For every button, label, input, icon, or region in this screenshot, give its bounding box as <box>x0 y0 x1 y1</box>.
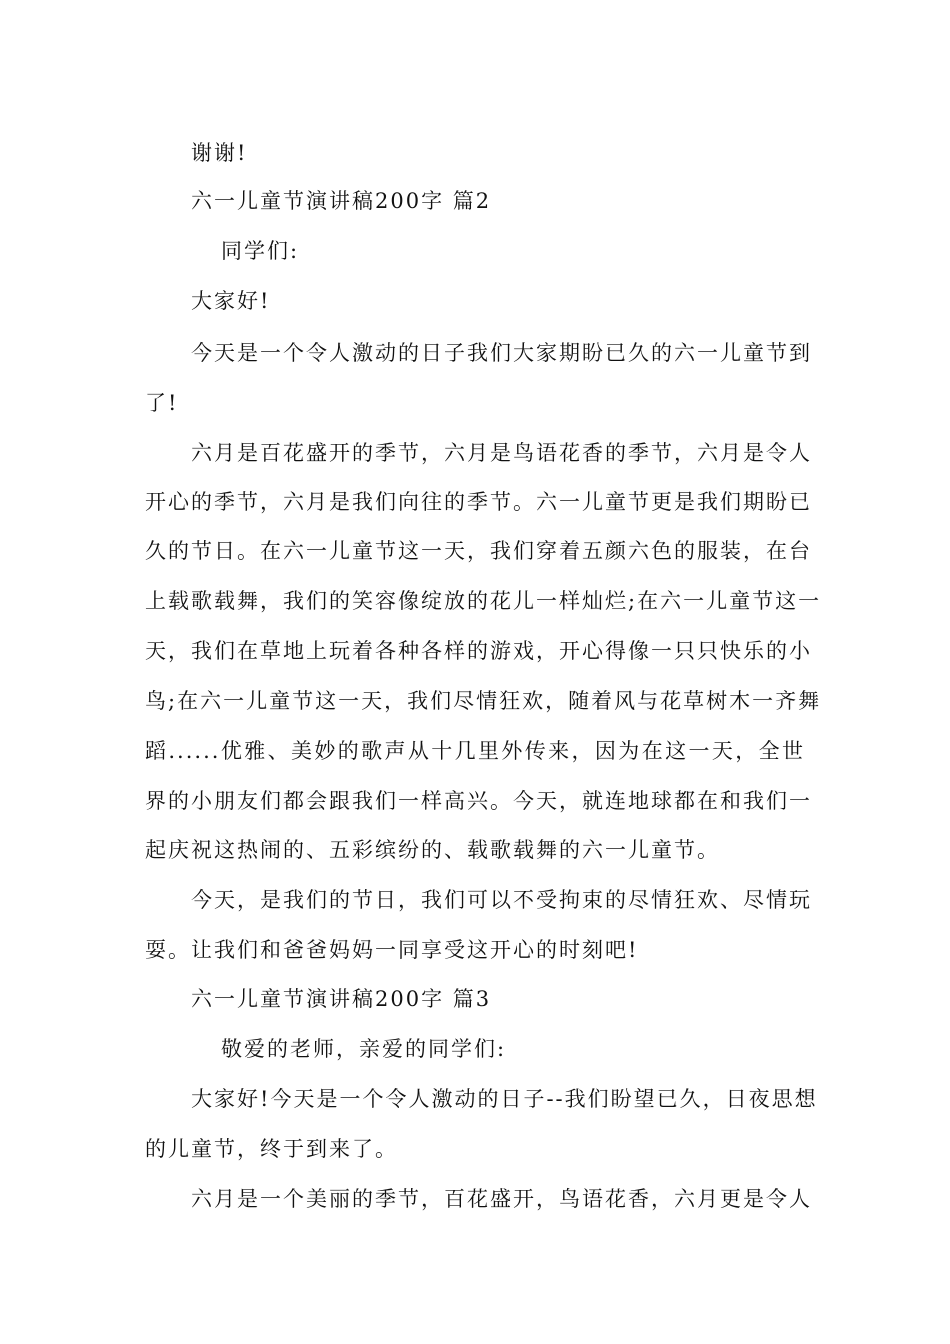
salutation: 同学们: <box>221 239 300 263</box>
paragraph-line: 开心的季节，六月是我们向往的季节。六一儿童节更是我们期盼已 <box>145 490 812 514</box>
paragraph-line: 了! <box>145 391 179 415</box>
greeting: 大家好! <box>191 289 271 313</box>
paragraph-line: 蹈......优雅、美妙的歌声从十几里外传来，因为在这一天，全世 <box>145 739 805 763</box>
paragraph-line: 起庆祝这热闹的、五彩缤纷的、载歌载舞的六一儿童节。 <box>145 838 720 862</box>
paragraph-line: 界的小朋友们都会跟我们一样高兴。今天，就连地球都在和我们一 <box>145 789 812 813</box>
paragraph-line: 大家好!今天是一个令人激动的日子--我们盼望已久，日夜思想 <box>191 1087 818 1111</box>
section-heading-2: 六一儿童节演讲稿200字 篇2 <box>191 189 492 213</box>
paragraph-line: 六月是一个美丽的季节，百花盛开，鸟语花香，六月更是令人 <box>191 1187 812 1211</box>
paragraph-line: 耍。让我们和爸爸妈妈一同享受这开心的时刻吧! <box>145 938 639 962</box>
closing-text: 谢谢! <box>191 141 248 165</box>
section-heading-3: 六一儿童节演讲稿200字 篇3 <box>191 987 492 1011</box>
paragraph-line: 今天，是我们的节日，我们可以不受拘束的尽情狂欢、尽情玩 <box>191 888 812 912</box>
paragraph-line: 今天是一个令人激动的日子我们大家期盼已久的六一儿童节到 <box>191 341 812 365</box>
paragraph-line: 鸟;在六一儿童节这一天，我们尽情狂欢，随着风与花草树木一齐舞 <box>145 689 822 713</box>
paragraph-line: 的儿童节，终于到来了。 <box>145 1137 398 1161</box>
paragraph-line: 六月是百花盛开的季节，六月是鸟语花香的季节，六月是令人 <box>191 441 812 465</box>
paragraph-line: 上载歌载舞，我们的笑容像绽放的花儿一样灿烂;在六一儿童节这一 <box>145 589 822 613</box>
paragraph-line: 天，我们在草地上玩着各种各样的游戏，开心得像一只只快乐的小 <box>145 639 812 663</box>
salutation: 敬爱的老师，亲爱的同学们: <box>221 1037 507 1061</box>
paragraph-line: 久的节日。在六一儿童节这一天，我们穿着五颜六色的服装，在台 <box>145 539 812 563</box>
